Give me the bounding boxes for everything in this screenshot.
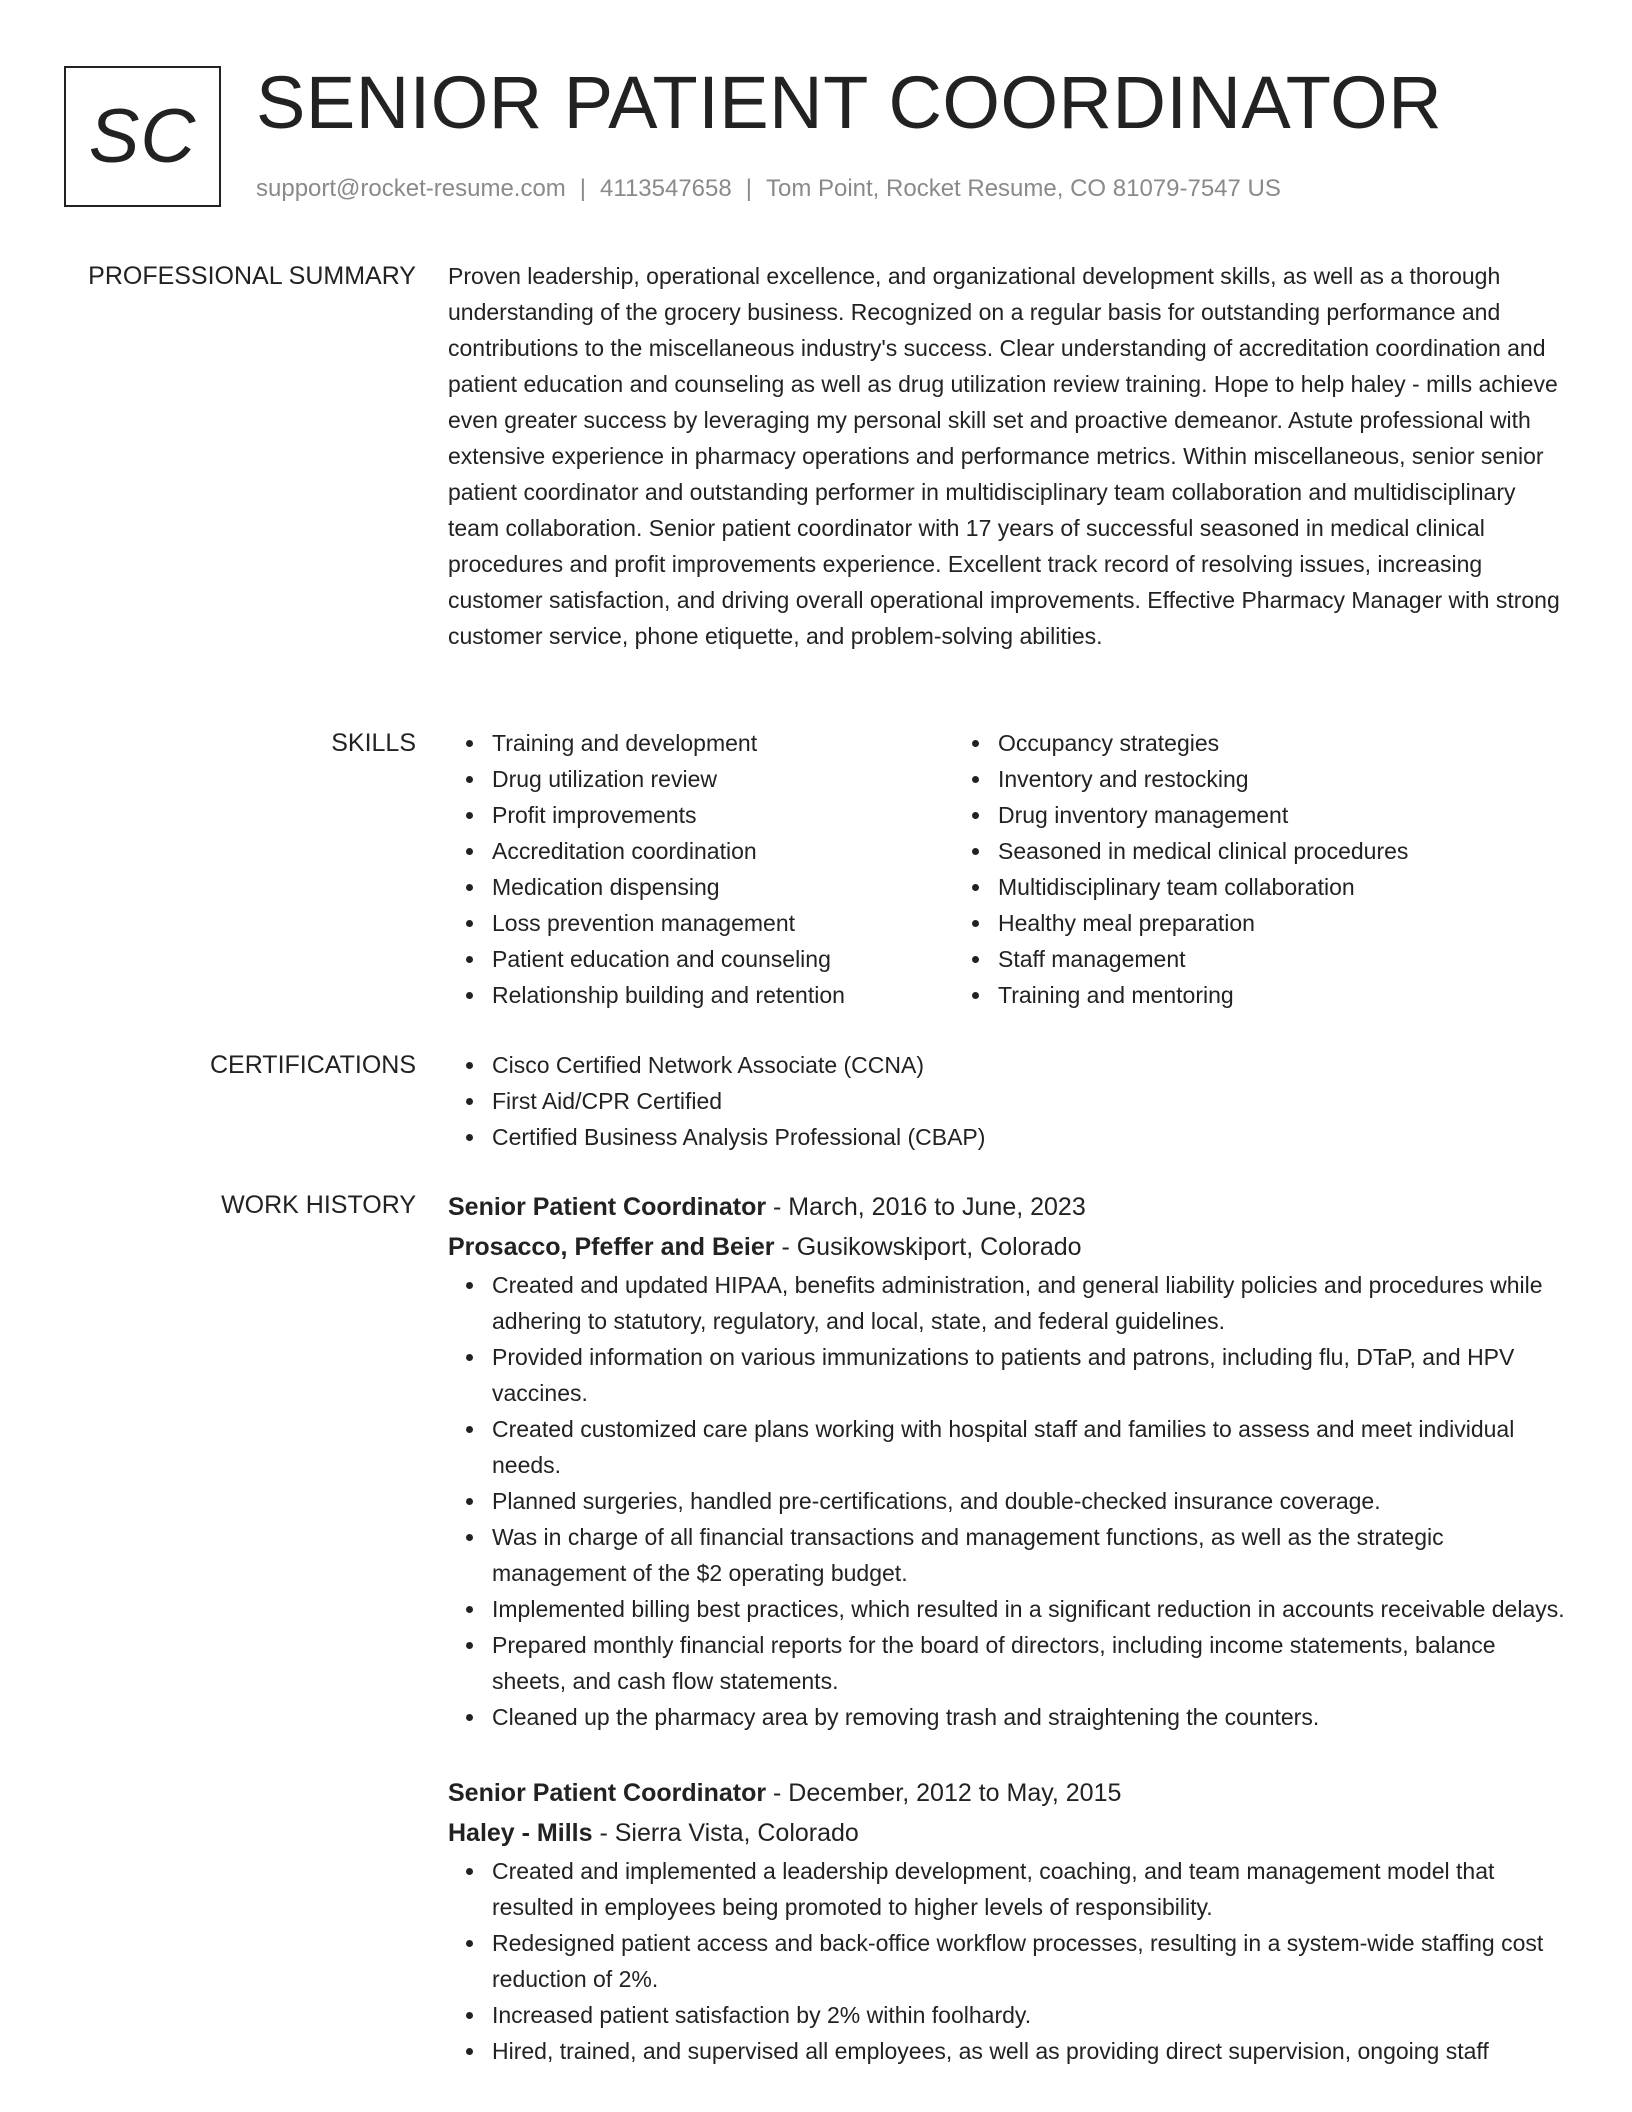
section-heading: PROFESSIONAL SUMMARY <box>88 262 416 290</box>
job-company-line <box>448 1813 1568 1853</box>
skill-item: Seasoned in medical clinical procedures <box>998 833 1460 869</box>
job-title-line <box>448 1187 1568 1227</box>
skill-item: Training and development <box>492 725 954 761</box>
job-dates: - March, 2016 to June, 2023 <box>766 1193 1086 1221</box>
job-entry <box>448 1187 1568 1735</box>
job-company-line <box>448 1227 1568 1267</box>
skill-item: Relationship building and retention <box>492 977 954 1013</box>
job-duty-item: Hired, trained, and supervised all employees, as well as providing direct supervision, ongoing staff <box>492 2033 1568 2069</box>
job-duty-item: Was in charge of all financial transactions and management functions, as well as the strategic management of the $2 operating budget. <box>492 1519 1568 1591</box>
skill-item: Healthy meal preparation <box>998 905 1460 941</box>
skill-item: Staff management <box>998 941 1460 977</box>
skill-item: Occupancy strategies <box>998 725 1460 761</box>
certifications-body <box>448 1047 1568 1155</box>
certification-item: Cisco Certified Network Associate (CCNA) <box>492 1047 1568 1083</box>
job-title: Senior Patient Coordinator <box>448 1193 767 1221</box>
job-dates: - December, 2012 to May, 2015 <box>766 1779 1122 1807</box>
job-entry <box>448 1773 1568 2069</box>
certification-item: Certified Business Analysis Professional (CBAP) <box>492 1119 1568 1155</box>
skills-list-right <box>954 725 1460 1013</box>
job-duty-item: Created and updated HIPAA, benefits administration, and general liability policies and procedures while adhering to statutory, regulatory, and local, state, and federal guidelines. <box>492 1267 1568 1339</box>
contact-phone: 4113547658 <box>600 175 732 202</box>
section-heading: CERTIFICATIONS <box>209 1051 416 1079</box>
job-duty-item: Created and implemented a leadership development, coaching, and team management model that resulted in employees being promoted to higher levels of responsibility. <box>492 1853 1568 1925</box>
skills-grid <box>448 725 1568 1013</box>
job-duty-item: Implemented billing best practices, which resulted in a significant reduction in accounts receivable delays. <box>492 1591 1568 1627</box>
job-title: Senior Patient Coordinator <box>448 1779 767 1807</box>
section-heading: SKILLS <box>331 729 416 757</box>
job-location: - Gusikowskiport, Colorado <box>774 1233 1082 1261</box>
job-duty-item: Created customized care plans working with hospital staff and families to assess and meet individual needs. <box>492 1411 1568 1483</box>
skill-item: Training and mentoring <box>998 977 1460 1013</box>
monogram-logo <box>64 66 221 207</box>
job-duty-item: Prepared monthly financial reports for the board of directors, including income statements, balance sheets, and cash flow statements. <box>492 1627 1568 1699</box>
skill-item: Profit improvements <box>492 797 954 833</box>
job-location: - Sierra Vista, Colorado <box>592 1819 859 1847</box>
summary-body <box>448 258 1568 654</box>
job-duty-item: Planned surgeries, handled pre-certifications, and double-checked insurance coverage. <box>492 1483 1568 1519</box>
certifications-list <box>448 1047 1568 1155</box>
job-duties-list <box>448 1853 1568 2069</box>
contact-address: Tom Point, Rocket Resume, CO 81079-7547 US <box>765 175 1281 202</box>
contact-separator: | <box>579 175 587 202</box>
summary-text: Proven leadership, operational excellence, and organizational development skills, as well as a thorough understanding of the grocery business. Recognized on a regular basis for outstanding performance and contributions to the miscellaneous industry's success. Clear understanding of accreditation coordination and patient education and counseling as well as drug utilization review training. Hope to help haley - mills achieve even greater success by leveraging my personal skill set and proactive demeanor. Astute professional with extensive experience in pharmacy operations and performance metrics. Within miscellaneous, senior senior patient coordinator and outstanding performer in multidisciplinary team collaboration and multidisciplinary team collaboration. Senior patient coordinator with 17 years of successful seasoned in medical clinical procedures and profit improvements experience. Excellent track record of resolving issues, increasing customer satisfaction, and driving overall operational improvements. Effective Pharmacy Manager with strong customer service, phone etiquette, and problem-solving abilities. <box>448 263 1560 649</box>
job-duty-item: Provided information on various immunizations to patients and patrons, including flu, DTaP, and HPV vaccines. <box>492 1339 1568 1411</box>
job-duty-item: Increased patient satisfaction by 2% within foolhardy. <box>492 1997 1568 2033</box>
certification-item: First Aid/CPR Certified <box>492 1083 1568 1119</box>
skills-list-left <box>448 725 954 1013</box>
skill-item: Drug utilization review <box>492 761 954 797</box>
job-company: Prosacco, Pfeffer and Beier <box>448 1233 775 1261</box>
skill-item: Patient education and counseling <box>492 941 954 977</box>
job-company: Haley - Mills <box>448 1819 593 1847</box>
skills-body <box>448 725 1568 1013</box>
contact-separator: | <box>745 175 752 202</box>
monogram-initials: SC <box>88 93 197 179</box>
skill-item: Inventory and restocking <box>998 761 1460 797</box>
job-title-line <box>448 1773 1568 1813</box>
job-duty-item: Redesigned patient access and back-office workflow processes, resulting in a system-wide staffing cost reduction of 2%. <box>492 1925 1568 1997</box>
section-heading: WORK HISTORY <box>221 1191 416 1219</box>
skill-item: Multidisciplinary team collaboration <box>998 869 1460 905</box>
job-duties-list <box>448 1267 1568 1735</box>
skill-item: Accreditation coordination <box>492 833 954 869</box>
skill-item: Loss prevention management <box>492 905 954 941</box>
skill-item: Medication dispensing <box>492 869 954 905</box>
contact-line <box>256 174 1281 204</box>
skill-item: Drug inventory management <box>998 797 1460 833</box>
job-duty-item: Cleaned up the pharmacy area by removing trash and straightening the counters. <box>492 1699 1568 1735</box>
work-history-body <box>448 1187 1568 2069</box>
resume-title: SENIOR PATIENT COORDINATOR <box>256 61 1443 144</box>
contact-email: support@rocket-resume.com <box>256 175 566 202</box>
